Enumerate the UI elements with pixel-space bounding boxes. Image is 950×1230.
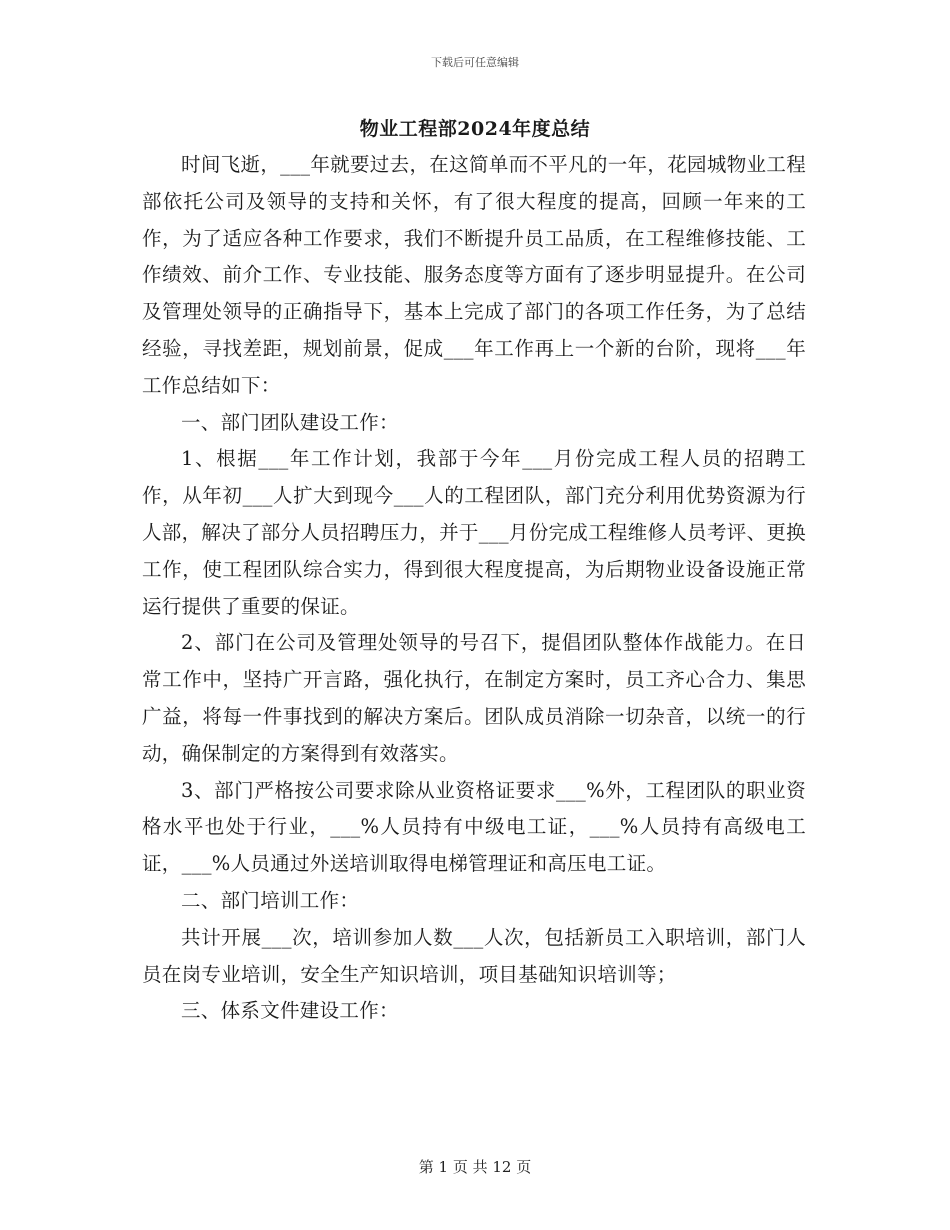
paragraph-team-3: 3、部门严格按公司要求除从业资格证要求___%外，工程团队的职业资格水平也处于行业，___%人员持有中级电工证，___%人员持有高级电工证，___%人员通过外送培训取得电梯管理证和高压电工证。 xyxy=(142,778,806,876)
paragraph-intro: 时间飞逝，___年就要过去，在这简单而不平凡的一年，花园城物业工程部依托公司及领导的支持和关怀，有了很大程度的提高，回顾一年来的工作，为了适应各种工作要求，我们不断提升员工品质，在工程维修技能、工作绩效、前介工作、专业技能、服务态度等方面有了逐步明显提升。在公司及管理处领导的正确指导下，基本上完成了部门的各项工作任务，为了总结经验，寻找差距，规划前景，促成___年工作再上一个新的台阶，现将___年工作总结如下： xyxy=(142,153,806,397)
header-note: 下载后可任意编辑 xyxy=(431,56,519,69)
page-number-footer: 第 1 页 共 12 页 xyxy=(418,1158,532,1176)
document-title: 物业工程部2024年度总结 xyxy=(359,118,591,140)
paragraph-training: 共计开展___次，培训参加人数___人次，包括新员工入职培训，部门人员在岗专业培训，安全生产知识培训，项目基础知识培训等； xyxy=(142,925,806,986)
section-heading-training: 二、部门培训工作： xyxy=(181,888,360,912)
document-body xyxy=(142,147,806,1030)
section-heading-team: 一、部门团队建设工作： xyxy=(181,410,399,434)
paragraph-team-2: 2、部门在公司及管理处领导的号召下，提倡团队整体作战能力。在日常工作中，坚持广开言路，强化执行，在制定方案时，员工齐心合力、集思广益，将每一件事找到的解决方案后。团队成员消除一切杂音，以统一的行动，确保制定的方案得到有效落实。 xyxy=(142,631,806,765)
paragraph-team-1: 1、根据___年工作计划，我部于今年___月份完成工程人员的招聘工作，从年初___人扩大到现今___人的工程团队，部门充分利用优势资源为行人部，解决了部分人员招聘压力，并于___月份完成工程维修人员考评、更换工作，使工程团队综合实力，得到很大程度提高，为后期物业设备设施正常运行提供了重要的保证。 xyxy=(142,447,806,618)
section-heading-system-docs: 三、体系文件建设工作： xyxy=(181,999,399,1023)
